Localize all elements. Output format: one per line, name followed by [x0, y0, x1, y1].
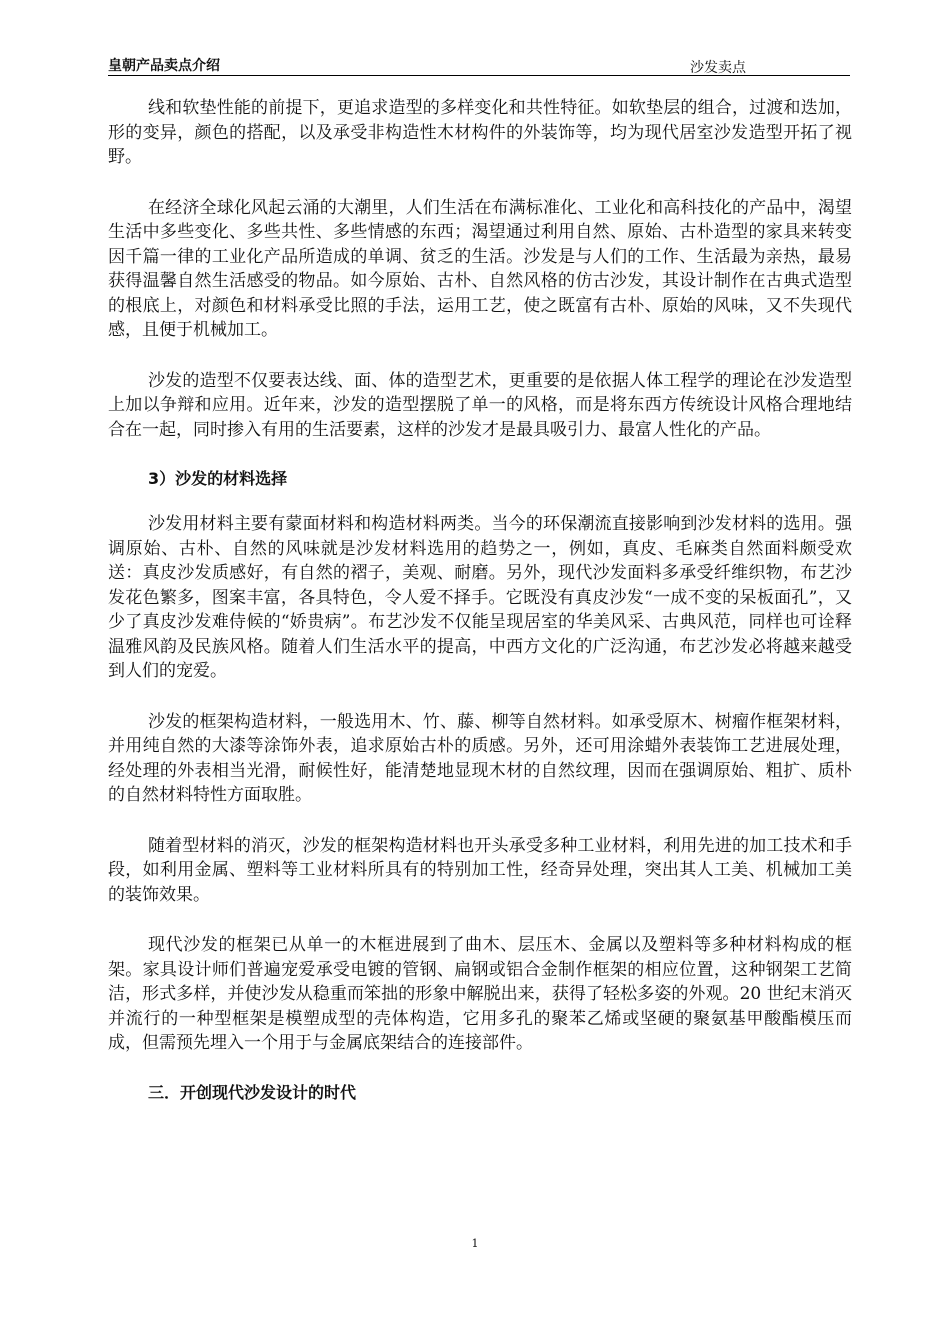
paragraph-6: 随着型材料的消灭，沙发的框架构造材料也开头承受多种工业材料，利用先进的加工技术和手段，如利用金属、塑料等工业材料所具有的特别加工性，经奇异处理，突出其人工美、机械加工美的装饰效果。 — [108, 835, 852, 905]
paragraph-3: 沙发的造型不仅要表达线、面、体的造型艺术，更重要的是依据人体工程学的理论在沙发造型上加以争辩和应用。近年来，沙发的造型摆脱了单一的风格，而是将东西方传统设计风格合理地结合在一起，同时掺入有用的生活要素，这样的沙发才是最具吸引力、最富人性化的产品。 — [108, 370, 852, 440]
header-document-title: 皇朝产品卖点介绍 — [108, 58, 220, 74]
heading-materials: 3）沙发的材料选择 — [148, 469, 288, 488]
header-section-title: 沙发卖点 — [690, 60, 746, 76]
heading-section-3: 三．开创现代沙发设计的时代 — [148, 1082, 357, 1102]
page-number: 1 — [471, 1237, 479, 1250]
paragraph-1: 线和软垫性能的前提下，更追求造型的多样变化和共性特征。如软垫层的组合，过渡和迭加，形的变异，颜色的搭配，以及承受非构造性木材构件的外装饰等，均为现代居室沙发造型开拓了视野。 — [108, 98, 852, 167]
paragraph-4: 沙发用材料主要有蒙面材料和构造材料两类。当今的环保潮流直接影响到沙发材料的选用。强调原始、古朴、自然的风味就是沙发材料选用的趋势之一，例如，真皮、毛麻类自然面料颇受欢送：真皮沙发质感好，有自然的褶子，美观、耐磨。另外，现代沙发面料多承受纤维织物，布艺沙发花色繁多，图案丰富，各具特色，令人爱不择手。它既没有真皮沙发“一成不变的呆板面孔”，又少了真皮沙发难侍候的“娇贵病”。布艺沙发不仅能呈现居室的华美风采、古典风范，同样也可诠释温雅风韵及民族风格。随着人们生活水平的提高，中西方文化的广泛沟通，布艺沙发必将越来越受到人们的宠爱。 — [108, 514, 852, 681]
paragraph-7: 现代沙发的框架已从单一的木框进展到了曲木、层压木、金属以及塑料等多种材料构成的框架。家具设计师们普遍宠爱承受电镀的管钢、扁钢或铝合金制作框架的相应位置，这种钢架工艺简洁，形式多样，并使沙发从稳重而笨拙的形象中解脱出来，获得了轻松多姿的外观。20 世纪末消灭并流行的一种型框架是模塑成型的壳体构造，它用多孔的聚苯乙烯或坚硬的聚氨基甲酸酯模压而成，但需预先埋入一个用于与金属底架结合的连接部件。 — [108, 935, 852, 1053]
paragraph-2: 在经济全球化风起云涌的大潮里，人们生活在布满标准化、工业化和高科技化的产品中，渴望生活中多些变化、多些共性、多些情感的东西；渴望通过利用自然、原始、古朴造型的家具来转变因千篇一律的工业化产品所造成的单调、贫乏的生活。沙发是与人们的工作、生活最为亲热，最易获得温馨自然生活感受的物品。如今原始、古朴、自然风格的仿古沙发，其设计制作在古典式造型的根底上，对颜色和材料承受比照的手法，运用工艺，使之既富有古朴、原始的风味，又不失现代感，且便于机械加工。 — [108, 197, 852, 340]
document-body — [108, 96, 852, 1126]
paragraph-5: 沙发的框架构造材料，一般选用木、竹、藤、柳等自然材料。如承受原木、树瘤作框架材料，并用纯自然的大漆等涂饰外表，追求原始古朴的质感。另外，还可用涂蜡外表装饰工艺进展处理，经处理的外表相当光滑，耐候性好，能清楚地显现木材的自然纹理，因而在强调原始、粗扩、质朴的自然材料特性方面取胜。 — [108, 711, 852, 805]
page-header — [108, 53, 850, 76]
